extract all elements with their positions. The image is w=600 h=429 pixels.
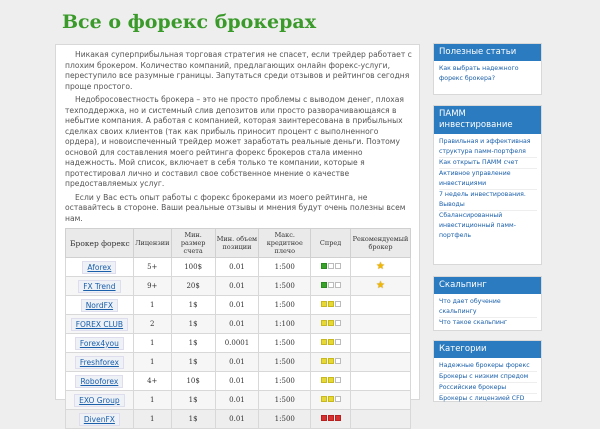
spread-cell — [311, 334, 351, 353]
pamm-article-link[interactable]: Активное управление инвестициями — [439, 169, 537, 190]
leverage-cell: 1:500 — [259, 277, 311, 296]
min-account-cell: 1$ — [171, 296, 215, 315]
spread-indicator — [321, 282, 341, 288]
table-row — [66, 296, 411, 315]
spread-segment — [321, 320, 327, 326]
widget-categories — [433, 340, 542, 402]
broker-link[interactable]: NordFX — [81, 299, 118, 312]
broker-link[interactable]: Aforex — [82, 261, 116, 274]
recommended-cell — [350, 410, 410, 429]
spread-segment — [321, 282, 327, 288]
recommended-cell — [350, 258, 410, 277]
star-icon: ★ — [376, 261, 385, 272]
min-position-cell: 0.01 — [215, 410, 259, 429]
categories-list — [434, 358, 541, 408]
leverage-cell: 1:500 — [259, 353, 311, 372]
spread-segment — [328, 358, 334, 364]
recommended-cell — [350, 315, 410, 334]
broker-rating-table — [65, 228, 411, 429]
spread-indicator — [321, 415, 341, 421]
min-account-cell: 20$ — [171, 277, 215, 296]
category-link[interactable]: Брокеры с лицензией CFD — [439, 395, 525, 402]
min-position-cell: 0.01 — [215, 277, 259, 296]
spread-cell — [311, 372, 351, 391]
table-row — [66, 410, 411, 429]
leverage-cell: 1:500 — [259, 372, 311, 391]
category-link[interactable]: Брокеры с низким спредом — [439, 372, 537, 383]
spread-segment — [328, 339, 334, 345]
spread-segment — [328, 301, 334, 307]
spread-segment — [335, 282, 341, 288]
spread-segment — [321, 377, 327, 383]
table-row — [66, 258, 411, 277]
recommended-cell — [350, 391, 410, 410]
header-broker: Брокер форекс — [66, 229, 134, 258]
min-account-cell: 1$ — [171, 315, 215, 334]
broker-name-cell — [66, 258, 134, 277]
category-link[interactable]: Российские брокеры — [439, 383, 537, 394]
spread-segment — [328, 415, 334, 421]
licenses-cell: 5+ — [133, 258, 171, 277]
min-position-cell: 0.01 — [215, 353, 259, 372]
broker-link[interactable]: Freshforex — [75, 356, 124, 369]
pamm-list — [434, 134, 541, 245]
broker-name-cell — [66, 410, 134, 429]
recommended-cell — [350, 296, 410, 315]
licenses-cell: 1 — [133, 334, 171, 353]
min-position-cell: 0.0001 — [215, 334, 259, 353]
min-position-cell: 0.01 — [215, 315, 259, 334]
spread-segment — [335, 263, 341, 269]
spread-segment — [335, 339, 341, 345]
spread-cell — [311, 315, 351, 334]
spread-segment — [335, 320, 341, 326]
broker-name-cell — [66, 391, 134, 410]
spread-segment — [328, 263, 334, 269]
spread-indicator — [321, 301, 341, 307]
broker-name-cell — [66, 353, 134, 372]
useful-article-link[interactable]: Как выбрать надежного форекс брокера? — [439, 65, 519, 82]
widget-pamm — [433, 105, 542, 265]
min-account-cell: 10$ — [171, 372, 215, 391]
spread-segment — [335, 358, 341, 364]
broker-link[interactable]: FX Trend — [78, 280, 120, 293]
widget-useful-articles — [433, 43, 542, 95]
broker-link[interactable]: FOREX CLUB — [71, 318, 128, 331]
min-position-cell: 0.01 — [215, 372, 259, 391]
recommended-cell — [350, 334, 410, 353]
table-row — [66, 315, 411, 334]
leverage-cell: 1:500 — [259, 258, 311, 277]
useful-list — [434, 61, 541, 88]
scalping-article-link[interactable]: Что дает обучение скальпингу — [439, 297, 537, 318]
licenses-cell: 1 — [133, 391, 171, 410]
spread-indicator — [321, 339, 341, 345]
licenses-cell: 1 — [133, 296, 171, 315]
widget-title-useful: Полезные статьи — [434, 44, 541, 61]
spread-cell — [311, 277, 351, 296]
spread-indicator — [321, 377, 341, 383]
pamm-article-link[interactable]: Как открыть ПАММ счет — [439, 158, 537, 169]
widget-title-pamm: ПАММ инвестирование — [434, 106, 541, 134]
spread-segment — [328, 282, 334, 288]
table-row — [66, 372, 411, 391]
leverage-cell: 1:500 — [259, 296, 311, 315]
licenses-cell: 4+ — [133, 372, 171, 391]
spread-segment — [335, 301, 341, 307]
scalping-article-link[interactable]: Что такое скальпинг — [439, 319, 508, 326]
spread-segment — [335, 415, 341, 421]
licenses-cell: 1 — [133, 353, 171, 372]
licenses-cell: 1 — [133, 410, 171, 429]
pamm-article-link[interactable]: Сбалансированный инвестиционный памм-портфель — [439, 212, 516, 239]
broker-link[interactable]: Roboforex — [75, 375, 123, 388]
header-recommended: Рекомендуемый брокер — [350, 229, 410, 258]
min-account-cell: 100$ — [171, 258, 215, 277]
pamm-article-link[interactable]: Правильная и эффективная структура памм-портфеля — [439, 137, 537, 158]
broker-name-cell — [66, 277, 134, 296]
spread-segment — [321, 339, 327, 345]
scalping-list — [434, 294, 541, 332]
recommended-cell — [350, 277, 410, 296]
recommended-cell — [350, 372, 410, 391]
header-min-account: Мин. размер счета — [171, 229, 215, 258]
spread-indicator — [321, 396, 341, 402]
spread-segment — [321, 263, 327, 269]
spread-cell — [311, 296, 351, 315]
min-position-cell: 0.01 — [215, 391, 259, 410]
broker-name-cell — [66, 372, 134, 391]
header-licenses: Лицензии — [133, 229, 171, 258]
spread-segment — [335, 396, 341, 402]
header-spread: Спред — [311, 229, 351, 258]
broker-link[interactable]: Forex4you — [75, 337, 124, 350]
star-icon: ★ — [376, 280, 385, 291]
spread-segment — [328, 396, 334, 402]
spread-cell — [311, 391, 351, 410]
spread-cell — [311, 410, 351, 429]
header-min-position: Мин. объем позиции — [215, 229, 259, 258]
table-row — [66, 391, 411, 410]
licenses-cell: 2 — [133, 315, 171, 334]
min-account-cell: 1$ — [171, 410, 215, 429]
spread-segment — [328, 320, 334, 326]
intro-paragraph-1: Никакая суперприбыльная торговая стратегия не спасет, если трейдер работает с плохим брокером. Количество компаний, предлагающих онлайн форекс-услуги, переступило все разумные границы. Запутаться среди отзывов и рейтингов сегодня проще простого. — [65, 50, 412, 91]
widget-title-scalping: Скальпинг — [434, 277, 541, 294]
broker-name-cell — [66, 315, 134, 334]
intro-paragraph-2: Недобросовестность брокера – это не просто проблемы с выводом денег, плохая техподдержка, но и системный слив депозитов или просто разворачивающаяся в небытие компания. А работая с компанией, которая заинтересована в прибыльных сделках своих клиентов (так как прибыль приносит процент с выполненного ордера), и новоиспеченный трейдер может заработать реальные деньги. Поэтому основой для составления моего рейтинга форекс брокеров стала именно надежность. Мой список, включает в себя только те компании, которые я протестировал лично и составил свое собственное мнение о качестве предоставляемых услуг. — [65, 95, 404, 188]
leverage-cell: 1:500 — [259, 391, 311, 410]
category-link[interactable]: Надежные брокеры форекс — [439, 361, 537, 372]
table-row — [66, 334, 411, 353]
intro-paragraph-3: Если у Вас есть опыт работы с форекс брокерами из моего рейтинга, не оставайтесь в стороне. Ваши реальные отзывы и мнения будут очень полезны всем нам. — [65, 192, 406, 223]
widget-title-categories: Категории — [434, 341, 541, 358]
spread-segment — [321, 358, 327, 364]
header-max-leverage: Макс. кредитное плечо — [259, 229, 311, 258]
leverage-cell: 1:500 — [259, 410, 311, 429]
min-account-cell: 1$ — [171, 391, 215, 410]
spread-segment — [335, 377, 341, 383]
widget-scalping — [433, 276, 542, 331]
table-row — [66, 277, 411, 296]
licenses-cell: 9+ — [133, 277, 171, 296]
broker-link[interactable]: DivenFX — [79, 413, 120, 426]
leverage-cell: 1:500 — [259, 334, 311, 353]
spread-indicator — [321, 320, 341, 326]
site-title[interactable]: Все о форекс брокерах — [62, 11, 317, 33]
pamm-article-link[interactable]: 7 недель инвестирования. Выводы — [439, 190, 537, 211]
recommended-cell — [350, 353, 410, 372]
spread-cell — [311, 353, 351, 372]
spread-segment — [321, 301, 327, 307]
broker-name-cell — [66, 334, 134, 353]
table-header-row — [66, 229, 411, 258]
spread-indicator — [321, 263, 341, 269]
min-account-cell: 1$ — [171, 334, 215, 353]
table-row — [66, 353, 411, 372]
min-position-cell: 0.01 — [215, 296, 259, 315]
spread-segment — [328, 377, 334, 383]
broker-name-cell — [66, 296, 134, 315]
spread-indicator — [321, 358, 341, 364]
broker-link[interactable]: EXO Group — [74, 394, 125, 407]
spread-segment — [321, 415, 327, 421]
spread-segment — [321, 396, 327, 402]
min-position-cell: 0.01 — [215, 258, 259, 277]
main-content — [55, 44, 420, 424]
min-account-cell: 1$ — [171, 353, 215, 372]
spread-cell — [311, 258, 351, 277]
leverage-cell: 1:100 — [259, 315, 311, 334]
